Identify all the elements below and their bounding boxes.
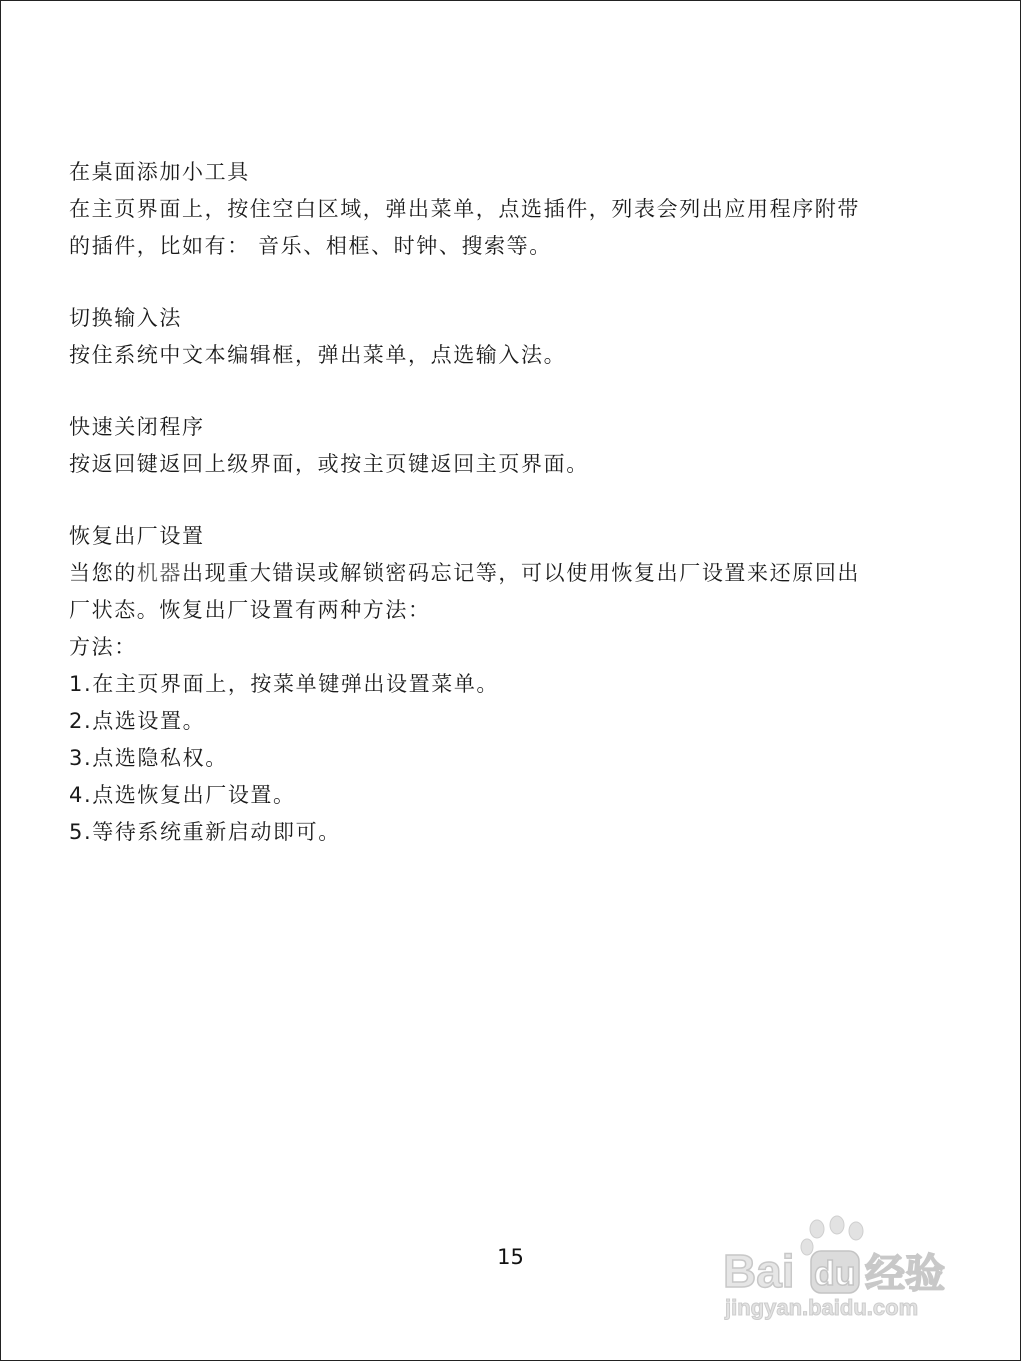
text-run: 出现重大错误或解锁密码忘记等，可以使用恢复出厂设置来还原回出 xyxy=(182,561,861,585)
text-run-light: 机器 xyxy=(136,561,183,585)
watermark-brand-du: du xyxy=(814,1255,856,1293)
page-number: 15 xyxy=(497,1245,524,1269)
step-item: 2.点选设置。 xyxy=(69,709,206,733)
section-title: 快速关闭程序 xyxy=(69,415,205,439)
step-item: 1.在主页界面上，按菜单键弹出设置菜单。 xyxy=(69,672,500,696)
section-close-program xyxy=(69,409,969,483)
paragraph-line: 厂状态。恢复出厂设置有两种方法： xyxy=(69,598,431,622)
paragraph-line xyxy=(69,555,969,592)
paragraph-line: 在主页界面上，按住空白区域，弹出菜单，点选插件，列表会列出应用程序附带 xyxy=(69,197,860,221)
section-factory-reset xyxy=(69,518,969,851)
text-run: 当您的 xyxy=(69,561,137,585)
watermark-brand: Bai xyxy=(723,1245,795,1297)
section-title: 在桌面添加小工具 xyxy=(69,160,250,184)
paragraph-line: 按住系统中文本编辑框，弹出菜单，点选输入法。 xyxy=(69,343,567,367)
document-body xyxy=(69,154,969,886)
step-item: 5.等待系统重新启动即可。 xyxy=(69,820,341,844)
step-item: 3.点选隐私权。 xyxy=(69,746,228,770)
method-label: 方法： xyxy=(69,635,137,659)
paragraph-line: 的插件，比如有： 音乐、相框、时钟、搜索等。 xyxy=(69,234,552,258)
watermark-product: 经验 xyxy=(865,1251,945,1297)
paw-icon xyxy=(801,1216,863,1255)
paragraph-line: 按返回键返回上级界面，或按主页键返回主页界面。 xyxy=(69,452,589,476)
section-switch-input xyxy=(69,300,969,374)
baidu-jingyan-watermark xyxy=(719,1215,959,1325)
step-item: 4.点选恢复出厂设置。 xyxy=(69,783,296,807)
section-title: 恢复出厂设置 xyxy=(69,524,205,548)
watermark-url: jingyan.baidu.com xyxy=(725,1295,919,1320)
section-title: 切换输入法 xyxy=(69,306,182,330)
section-add-widget xyxy=(69,154,969,265)
